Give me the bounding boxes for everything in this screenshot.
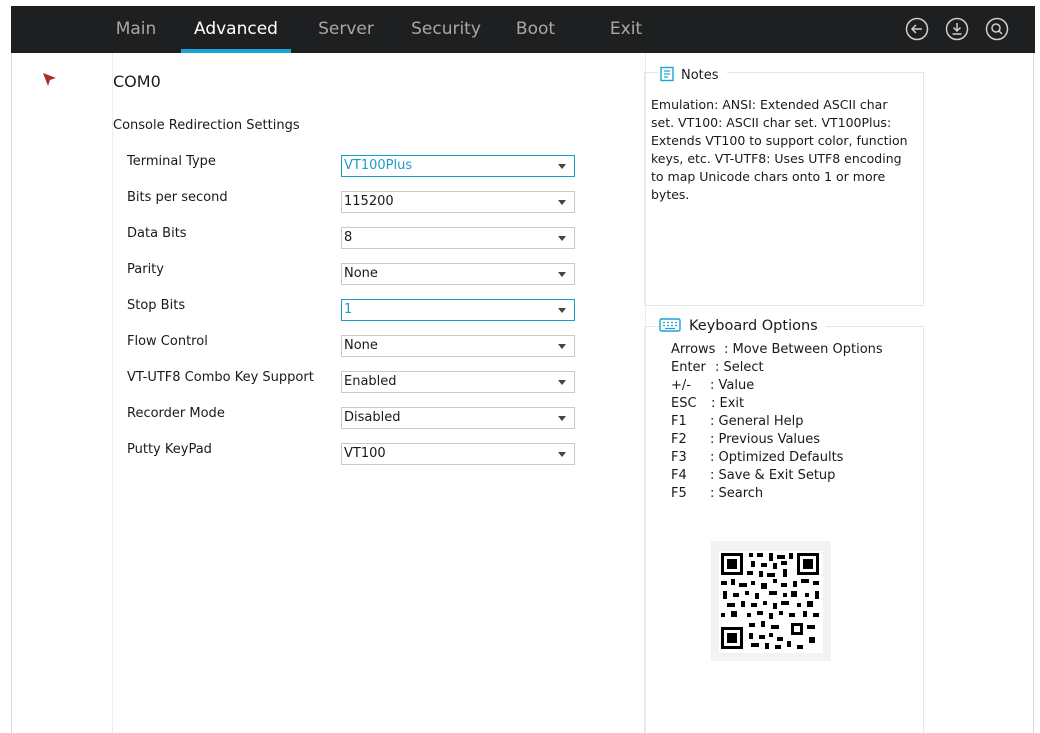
putty-keypad-select[interactable] (341, 443, 575, 465)
top-nav-bar (11, 6, 1035, 53)
tab-exit[interactable] (601, 6, 651, 53)
tab-security[interactable] (406, 6, 486, 53)
key-description: : Select (715, 360, 764, 375)
chevron-down-icon (558, 344, 566, 349)
key-name: Enter (671, 360, 706, 375)
setting-label-parity: Parity (127, 262, 164, 277)
key-name: F4 (671, 468, 687, 483)
setting-label-stop-bits: Stop Bits (127, 298, 186, 313)
chevron-down-icon (558, 416, 566, 421)
key-name: +/- (671, 378, 691, 393)
key-description: : Save & Exit Setup (710, 468, 836, 483)
parity-select[interactable] (341, 263, 575, 285)
tab-label: Main (115, 19, 157, 39)
keyboard-icon (659, 317, 681, 333)
key-name: ESC (671, 396, 697, 411)
setting-label-recorder-mode: Recorder Mode (127, 406, 225, 421)
key-description: : General Help (710, 414, 804, 429)
back-icon[interactable] (905, 17, 929, 41)
notes-text: Emulation: ANSI: Extended ASCII char set. VT100: ASCII char set. VT100Plus: Extends VT100 to support color, function keys, etc. VT-UTF8: Uses UTF8 encoding to map Unicode chars onto 1 or more bytes. (651, 97, 908, 202)
key-description: : Exit (711, 396, 745, 411)
tab-label: Exit (609, 19, 643, 39)
keyboard-option-row (671, 395, 744, 413)
notes-header (659, 66, 727, 83)
tab-label: Security (411, 19, 481, 39)
chevron-down-icon (558, 164, 566, 169)
select-value: 8 (344, 230, 353, 245)
chevron-down-icon (558, 200, 566, 205)
terminal-type-select[interactable] (341, 155, 575, 177)
flow-control-select[interactable] (341, 335, 575, 357)
data-bits-select[interactable] (341, 227, 575, 249)
select-value: 115200 (344, 194, 394, 209)
keyboard-options-title: Keyboard Options (689, 318, 818, 334)
key-name: F5 (671, 486, 687, 501)
search-icon[interactable] (985, 17, 1009, 41)
keyboard-option-row (671, 413, 804, 431)
notes-icon (659, 66, 675, 82)
chevron-down-icon (558, 236, 566, 241)
qr-code-icon (711, 541, 831, 661)
tab-label: Server (318, 19, 374, 39)
chevron-down-icon (558, 380, 566, 385)
key-description: : Value (710, 378, 755, 393)
chevron-down-icon (558, 452, 566, 457)
qr-code (711, 541, 831, 661)
tab-boot[interactable] (508, 6, 563, 53)
tab-main[interactable] (106, 6, 166, 53)
select-value: Disabled (344, 410, 401, 425)
section-subtitle: Console Redirection Settings (113, 118, 300, 133)
key-name: F1 (671, 414, 687, 429)
select-value: VT100 (344, 446, 386, 461)
keyboard-option-row (671, 449, 843, 467)
notes-title: Notes (681, 68, 719, 83)
tab-label: Boot (515, 19, 556, 39)
setting-label-data-bits: Data Bits (127, 226, 187, 241)
tab-advanced[interactable] (181, 6, 291, 53)
select-value: 1 (344, 302, 353, 317)
key-description: : Move Between Options (724, 342, 883, 357)
setting-label-flow-control: Flow Control (127, 334, 208, 349)
key-description: : Search (710, 486, 764, 501)
keyboard-option-row (671, 377, 754, 395)
keyboard-option-row (671, 467, 835, 485)
setting-label-terminal-type: Terminal Type (127, 154, 216, 169)
tab-label: Advanced (194, 19, 278, 39)
save-download-icon[interactable] (945, 17, 969, 41)
recorder-mode-select[interactable] (341, 407, 575, 429)
bits-per-second-select[interactable] (341, 191, 575, 213)
select-value: Enabled (344, 374, 397, 389)
select-value: None (344, 266, 378, 281)
keyboard-option-row (671, 359, 764, 377)
keyboard-option-row (671, 485, 763, 503)
keyboard-option-row (671, 341, 883, 359)
pointer-icon (40, 70, 60, 90)
setting-label-putty-keypad: Putty KeyPad (127, 442, 212, 457)
setting-label-vt-utf8-combo-key: VT-UTF8 Combo Key Support (127, 370, 314, 385)
chevron-down-icon (558, 308, 566, 313)
select-value: None (344, 338, 378, 353)
chevron-down-icon (558, 272, 566, 277)
tab-server[interactable] (311, 6, 381, 53)
page-title: COM0 (113, 72, 161, 91)
key-name: Arrows (671, 342, 716, 357)
stop-bits-select[interactable] (341, 299, 575, 321)
key-name: F3 (671, 450, 687, 465)
select-value: VT100Plus (344, 158, 413, 173)
key-description: : Previous Values (710, 432, 821, 447)
key-name: F2 (671, 432, 687, 447)
keyboard-options-header (659, 317, 826, 334)
key-description: : Optimized Defaults (710, 450, 844, 465)
vt-utf8-combo-key-select[interactable] (341, 371, 575, 393)
setting-label-bits-per-second: Bits per second (127, 190, 228, 205)
keyboard-option-row (671, 431, 820, 449)
